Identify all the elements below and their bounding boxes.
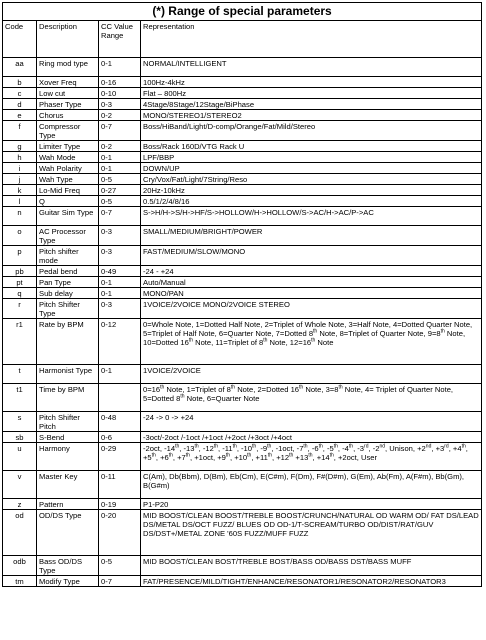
cc-range-cell: 0-1: [99, 288, 141, 299]
cc-range-cell: 0-1: [99, 163, 141, 174]
description-cell: Phaser Type: [37, 99, 99, 110]
code-cell: t: [3, 365, 37, 384]
cc-range-cell: 0-29: [99, 443, 141, 471]
representation-cell: DOWN/UP: [141, 163, 482, 174]
representation-cell: MONO/STEREO1/STEREO2: [141, 110, 482, 121]
header-representation: Representation: [141, 21, 482, 58]
cc-range-cell: 0-1: [99, 277, 141, 288]
representation-cell: FAT/PRESENCE/MILD/TIGHT/ENHANCE/RESONATOR1/RESONATOR2/RESONATOR3: [141, 576, 482, 587]
cc-range-cell: 0-27: [99, 185, 141, 196]
table-row: [3, 174, 482, 185]
description-cell: Pitch Shifter Pitch: [37, 412, 99, 432]
code-cell: o: [3, 226, 37, 246]
code-cell: c: [3, 88, 37, 99]
cc-range-cell: 0-1: [99, 152, 141, 163]
code-cell: h: [3, 152, 37, 163]
title-row: [3, 3, 482, 21]
cc-range-cell: 0-20: [99, 510, 141, 556]
table-row: [3, 99, 482, 110]
table-row: [3, 412, 482, 432]
description-cell: Master Key: [37, 471, 99, 499]
code-cell: l: [3, 196, 37, 207]
description-cell: Modify Type: [37, 576, 99, 587]
description-cell: Wah Polarity: [37, 163, 99, 174]
table-row: [3, 443, 482, 471]
cc-range-cell: [99, 384, 141, 412]
table-row: [3, 556, 482, 576]
code-cell: t1: [3, 384, 37, 412]
representation-cell: 0=Whole Note, 1=Dotted Half Note, 2=Triplet of Whole Note, 3=Half Note, 4=Dotted Quarter Note, 5=Triplet of Half Note, 6=Quarter Note, 7=Dotted 8th Note, 8=Triplet of Quarter Note, 9=8th Note, 10=Dotted 16th Note, 11=Triplet of 8th Note, 12=16th Note: [141, 319, 482, 365]
table-row: [3, 576, 482, 587]
cc-range-cell: 0-3: [99, 299, 141, 319]
cc-range-cell: 0-10: [99, 88, 141, 99]
representation-cell: 20Hz-10kHz: [141, 185, 482, 196]
code-cell: f: [3, 121, 37, 141]
representation-cell: MID BOOST/CLEAN BOOST/TREBLE BOOST/CRUNCH/NATURAL OD WARM OD/ FAT DS/LEAD DS/METAL DS/OCT FUZZ/ BLUES OD OD-1/T-SCREAM/TURBO OD/DIST/RAT/GUV DS/DST+/METAL ZONE '60S FUZZ/MUFF FUZZ: [141, 510, 482, 556]
code-cell: od: [3, 510, 37, 556]
description-cell: Rate by BPM: [37, 319, 99, 365]
description-cell: Guitar Sim Type: [37, 207, 99, 226]
description-cell: Q: [37, 196, 99, 207]
description-cell: Harmonist Type: [37, 365, 99, 384]
code-cell: s: [3, 412, 37, 432]
cc-range-cell: 0-2: [99, 141, 141, 152]
table-row: [3, 277, 482, 288]
cc-range-cell: 0-1: [99, 365, 141, 384]
representation-cell: -24 -> 0 -> +24: [141, 412, 482, 432]
cc-range-cell: 0-16: [99, 77, 141, 88]
table-row: [3, 384, 482, 412]
cc-range-cell: 0-11: [99, 471, 141, 499]
representation-cell: 100Hz-4kHz: [141, 77, 482, 88]
description-cell: Harmony: [37, 443, 99, 471]
representation-cell: -2oct, -14th, -13th, -12th, -11th, -10th, -9th, -1oct, -7th, -6th, -5th, -4th, -3rd, -2nd, Unison, +2nd, +3rd, +4th, +5th, +6th, +7th, +1oct, +9th, +10th, +11th, +12th +13th, +14th, +2oct, User: [141, 443, 482, 471]
table-row: [3, 196, 482, 207]
header-code: Code: [3, 21, 37, 58]
table-row: [3, 288, 482, 299]
representation-cell: FAST/MEDIUM/SLOW/MONO: [141, 246, 482, 266]
representation-cell: Boss/HiBand/Light/D-comp/Orange/Fat/Mild/Stereo: [141, 121, 482, 141]
description-cell: S-Bend: [37, 432, 99, 443]
representation-cell: Flat – 800Hz: [141, 88, 482, 99]
code-cell: d: [3, 99, 37, 110]
representation-cell: 1VOICE/2VOICE: [141, 365, 482, 384]
table-row: [3, 207, 482, 226]
code-cell: tm: [3, 576, 37, 587]
cc-range-cell: 0-3: [99, 99, 141, 110]
description-cell: Pedal bend: [37, 266, 99, 277]
description-cell: Compressor Type: [37, 121, 99, 141]
description-cell: Wah Mode: [37, 152, 99, 163]
code-cell: r: [3, 299, 37, 319]
code-cell: i: [3, 163, 37, 174]
representation-cell: -3oct/-2oct /-1oct /+1oct /+2oct /+3oct /+4oct: [141, 432, 482, 443]
cc-range-cell: 0-12: [99, 319, 141, 365]
code-cell: sb: [3, 432, 37, 443]
code-cell: r1: [3, 319, 37, 365]
code-cell: u: [3, 443, 37, 471]
description-cell: AC Processor Type: [37, 226, 99, 246]
table-row: [3, 141, 482, 152]
cc-range-cell: 0-19: [99, 499, 141, 510]
description-cell: Xover Freq: [37, 77, 99, 88]
description-cell: Low cut: [37, 88, 99, 99]
table-row: [3, 77, 482, 88]
cc-range-cell: 0-49: [99, 266, 141, 277]
representation-cell: NORMAL/INTELLIGENT: [141, 58, 482, 77]
cc-range-cell: 0-6: [99, 432, 141, 443]
table-row: [3, 152, 482, 163]
cc-range-cell: 0-1: [99, 58, 141, 77]
code-cell: z: [3, 499, 37, 510]
code-cell: n: [3, 207, 37, 226]
representation-cell: C(Am), Db(Bbm), D(Bm), Eb(Cm), E(C#m), F(Dm), F#(D#m), G(Em), Ab(Fm), A(F#m), Bb(Gm), B(G#m): [141, 471, 482, 499]
cc-range-cell: 0-48: [99, 412, 141, 432]
description-cell: Limiter Type: [37, 141, 99, 152]
code-cell: q: [3, 288, 37, 299]
table-row: [3, 88, 482, 99]
code-cell: pt: [3, 277, 37, 288]
code-cell: aa: [3, 58, 37, 77]
representation-cell: 0=16th Note, 1=Triplet of 8th Note, 2=Dotted 16th Note, 3=8th Note, 4= Triplet of Quarter Note, 5=Dotted 8th Note, 6=Quarter Note: [141, 384, 482, 412]
representation-cell: Auto/Manual: [141, 277, 482, 288]
description-cell: Pitch Shifter Type: [37, 299, 99, 319]
description-cell: Chorus: [37, 110, 99, 121]
cc-range-cell: 0-5: [99, 196, 141, 207]
cc-range-cell: 0-7: [99, 576, 141, 587]
code-cell: e: [3, 110, 37, 121]
representation-cell: 0.5/1/2/4/8/16: [141, 196, 482, 207]
representation-cell: Cry/Vox/Fat/Light/7String/Reso: [141, 174, 482, 185]
representation-cell: SMALL/MEDIUM/BRIGHT/POWER: [141, 226, 482, 246]
table-row: [3, 58, 482, 77]
representation-cell: LPF/BBP: [141, 152, 482, 163]
representation-cell: -24 - +24: [141, 266, 482, 277]
representation-cell: 4Stage/8Stage/12Stage/BiPhase: [141, 99, 482, 110]
table-row: [3, 121, 482, 141]
header-cc-value-range: CC Value Range: [99, 21, 141, 58]
table-row: [3, 163, 482, 174]
cc-range-cell: 0-5: [99, 556, 141, 576]
cc-range-cell: 0-7: [99, 207, 141, 226]
header-description: Description: [37, 21, 99, 58]
description-cell: Pattern: [37, 499, 99, 510]
description-cell: Pitch shifter mode: [37, 246, 99, 266]
description-cell: Pan Type: [37, 277, 99, 288]
code-cell: odb: [3, 556, 37, 576]
code-cell: pb: [3, 266, 37, 277]
description-cell: Sub delay: [37, 288, 99, 299]
cc-range-cell: 0-3: [99, 226, 141, 246]
code-cell: k: [3, 185, 37, 196]
representation-cell: S->H/H->S/H->HF/S->HOLLOW/H->HOLLOW/S->AC/H->AC/P->AC: [141, 207, 482, 226]
parameter-table: [2, 2, 482, 587]
representation-cell: MONO/PAN: [141, 288, 482, 299]
representation-cell: MID BOOST/CLEAN BOST/TREBLE BOST/BASS OD/BASS DST/BASS MUFF: [141, 556, 482, 576]
parameter-range-document: [2, 2, 481, 636]
cc-range-cell: 0-5: [99, 174, 141, 185]
code-cell: b: [3, 77, 37, 88]
cc-range-cell: 0-7: [99, 121, 141, 141]
cc-range-cell: 0-3: [99, 246, 141, 266]
description-cell: Time by BPM: [37, 384, 99, 412]
cc-range-cell: 0-2: [99, 110, 141, 121]
table-row: [3, 319, 482, 365]
representation-cell: P1-P20: [141, 499, 482, 510]
table-row: [3, 185, 482, 196]
description-cell: Lo-Mid Freq: [37, 185, 99, 196]
code-cell: p: [3, 246, 37, 266]
page-title: (*) Range of special parameters: [3, 3, 482, 21]
parameter-table-body: [3, 3, 482, 587]
code-cell: g: [3, 141, 37, 152]
description-cell: Ring mod type: [37, 58, 99, 77]
table-row: [3, 510, 482, 556]
table-row: [3, 226, 482, 246]
table-row: [3, 246, 482, 266]
description-cell: OD/DS Type: [37, 510, 99, 556]
table-row: [3, 110, 482, 121]
table-row: [3, 266, 482, 277]
code-cell: j: [3, 174, 37, 185]
table-row: [3, 471, 482, 499]
code-cell: v: [3, 471, 37, 499]
representation-cell: Boss/Rack 160D/VTG Rack U: [141, 141, 482, 152]
table-row: [3, 499, 482, 510]
representation-cell: 1VOICE/2VOICE MONO/2VOICE STEREO: [141, 299, 482, 319]
description-cell: Bass OD/DS Type: [37, 556, 99, 576]
table-row: [3, 365, 482, 384]
header-row: [3, 21, 482, 58]
table-row: [3, 299, 482, 319]
description-cell: Wah Type: [37, 174, 99, 185]
table-row: [3, 432, 482, 443]
